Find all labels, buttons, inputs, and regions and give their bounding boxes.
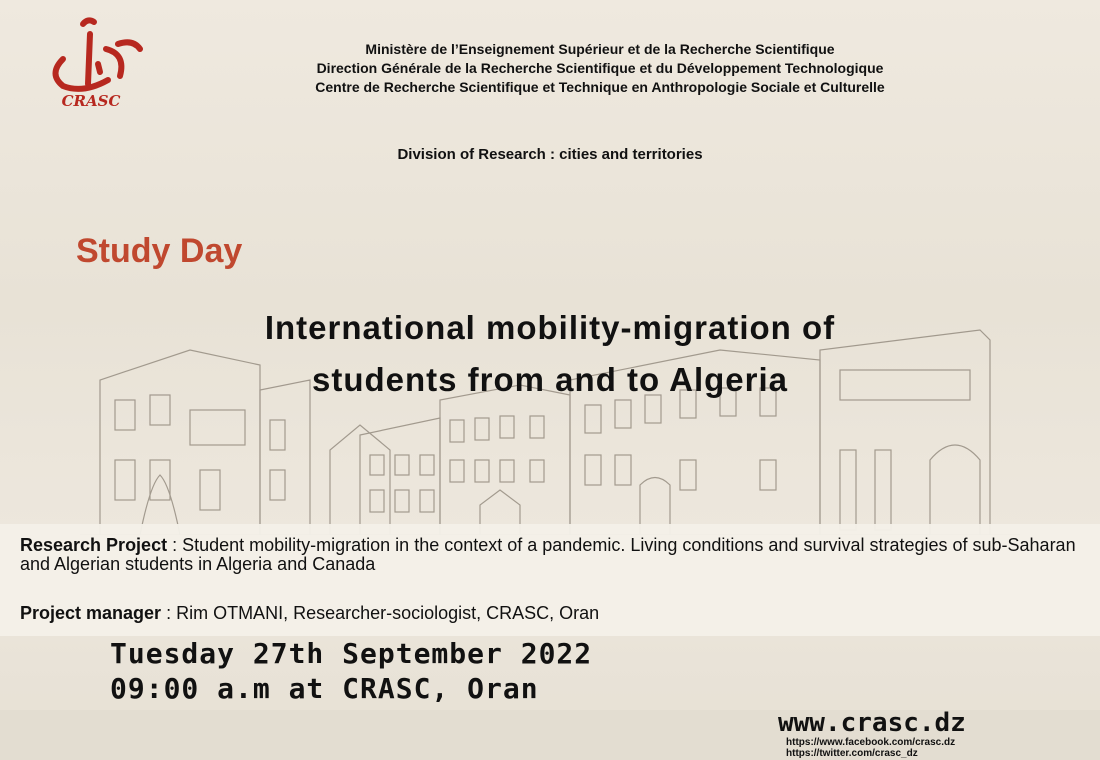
project-manager-text: Rim OTMANI, Researcher-sociologist, CRASC, Oran [176,603,600,623]
centre-line: Centre de Recherche Scientifique et Technique en Anthropologie Sociale et Culturelle [315,79,885,95]
research-project-text: Student mobility-migration in the context of a pandemic. Living conditions and survival strategies of sub-Saharan and Algerian students in Algeria and Canada [20,535,1076,574]
event-time-place: 09:00 a.m at CRASC, Oran [110,672,539,705]
logo-wordmark: CRASC [61,92,121,110]
title-line-2: students from and to Algeria [312,361,788,398]
directorate-line: Direction Générale de la Recherche Scientifique et du Développement Technologique [316,60,884,76]
social-links [786,737,955,759]
facebook-link[interactable]: https://www.facebook.com/crasc.dz [786,737,956,748]
institution-header [160,40,1040,97]
event-schedule [110,636,592,706]
research-project-info [20,536,1090,574]
event-title [60,302,1040,406]
ministry-line: Ministère de l’Enseignement Supérieur et de la Recherche Scientifique [365,41,835,57]
twitter-link[interactable]: https://twitter.com/crasc_dz [786,748,918,759]
event-date: Tuesday 27th September 2022 [110,637,593,670]
research-project-label: Research Project [20,535,168,555]
division-line: Division of Research : cities and territories [397,146,703,163]
project-manager-separator: : [161,603,177,623]
project-manager-info [20,603,1090,624]
title-line-1: International mobility-migration of [264,309,836,346]
website-link[interactable]: www.crasc.dz [778,708,966,738]
research-project-separator: : [167,535,183,555]
project-manager-label: Project manager [20,603,162,623]
event-type-heading: Study Day [76,232,243,270]
